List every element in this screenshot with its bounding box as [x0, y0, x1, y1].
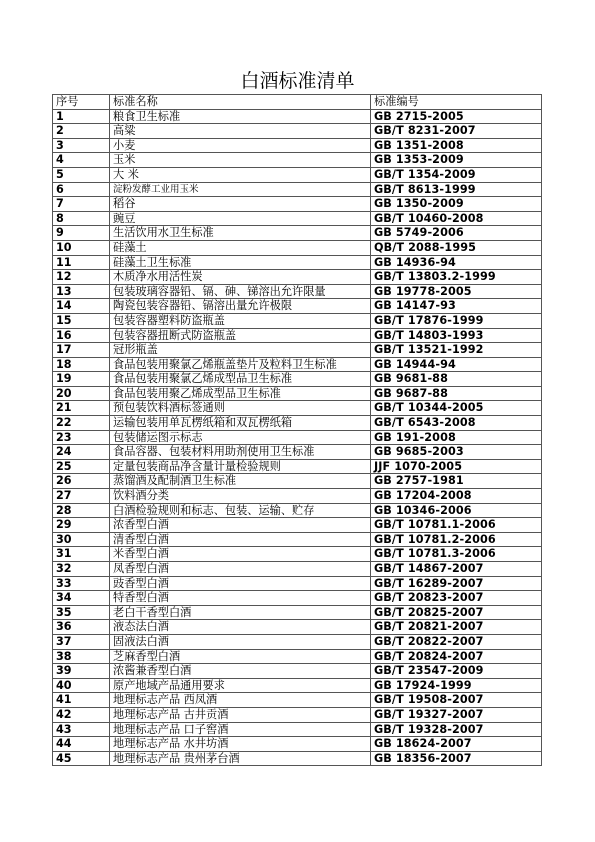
table-row — [53, 649, 542, 664]
row-standard-name: 粮食卫生标准 — [110, 109, 371, 124]
table-row — [53, 416, 542, 431]
row-standard-name: 食品容器、包装材料用助剂使用卫生标准 — [110, 445, 371, 460]
row-standard-code: GB/T 23547-2009 — [371, 664, 542, 679]
row-index: 41 — [53, 693, 110, 708]
table-row — [53, 226, 542, 241]
row-index: 38 — [53, 649, 110, 664]
row-index: 26 — [53, 474, 110, 489]
table-body — [53, 109, 542, 766]
row-standard-code: GB 1353-2009 — [371, 153, 542, 168]
table-row — [53, 299, 542, 314]
row-standard-code: GB 10346-2006 — [371, 503, 542, 518]
table-row — [53, 547, 542, 562]
row-standard-code: GB/T 16289-2007 — [371, 576, 542, 591]
row-standard-code: GB 2757-1981 — [371, 474, 542, 489]
row-index: 22 — [53, 416, 110, 431]
row-standard-code: GB 5749-2006 — [371, 226, 542, 241]
row-standard-name: 凤香型白酒 — [110, 562, 371, 577]
row-standard-code: GB 1350-2009 — [371, 197, 542, 212]
row-standard-name: 玉米 — [110, 153, 371, 168]
row-standard-code: GB/T 8231-2007 — [371, 124, 542, 139]
row-standard-name: 饮料酒分类 — [110, 489, 371, 504]
row-standard-code: JJF 1070-2005 — [371, 459, 542, 474]
table-row — [53, 401, 542, 416]
row-standard-code: GB 9685-2003 — [371, 445, 542, 460]
table-row — [53, 357, 542, 372]
row-standard-name: 运输包装用单瓦楞纸箱和双瓦楞纸箱 — [110, 416, 371, 431]
row-standard-name: 淀粉发酵工业用玉米 — [110, 182, 371, 197]
table-row — [53, 255, 542, 270]
row-index: 31 — [53, 547, 110, 562]
row-index: 43 — [53, 722, 110, 737]
table-row — [53, 328, 542, 343]
table-row — [53, 722, 542, 737]
row-standard-name: 食品包装用聚氯乙烯瓶盖垫片及粒料卫生标准 — [110, 357, 371, 372]
row-standard-name: 固液法白酒 — [110, 634, 371, 649]
row-standard-code: GB 18624-2007 — [371, 737, 542, 752]
table-row — [53, 664, 542, 679]
row-standard-code: GB 14936-94 — [371, 255, 542, 270]
table-row — [53, 474, 542, 489]
table-row — [53, 707, 542, 722]
row-index: 11 — [53, 255, 110, 270]
row-index: 28 — [53, 503, 110, 518]
table-row — [53, 576, 542, 591]
row-index: 40 — [53, 678, 110, 693]
row-standard-code: GB 14147-93 — [371, 299, 542, 314]
row-index: 6 — [53, 182, 110, 197]
document-title: 白酒标准清单 — [240, 70, 355, 92]
row-standard-name: 陶瓷包装容器铅、镉溶出量允许极限 — [110, 299, 371, 314]
table-row — [53, 138, 542, 153]
row-standard-name: 浓酱兼香型白酒 — [110, 664, 371, 679]
row-standard-code: GB/T 10781.2-2006 — [371, 532, 542, 547]
row-standard-name: 特香型白酒 — [110, 591, 371, 606]
table-row — [53, 693, 542, 708]
row-index: 14 — [53, 299, 110, 314]
row-index: 42 — [53, 707, 110, 722]
row-standard-name: 地理标志产品 贵州茅台酒 — [110, 751, 371, 766]
row-standard-code: GB 17924-1999 — [371, 678, 542, 693]
table-row — [53, 503, 542, 518]
row-standard-code: QB/T 2088-1995 — [371, 240, 542, 255]
row-standard-name: 地理标志产品 古井贡酒 — [110, 707, 371, 722]
row-index: 33 — [53, 576, 110, 591]
table-row — [53, 562, 542, 577]
row-standard-code: GB 18356-2007 — [371, 751, 542, 766]
row-index: 9 — [53, 226, 110, 241]
row-index: 29 — [53, 518, 110, 533]
row-standard-code: GB/T 8613-1999 — [371, 182, 542, 197]
table-row — [53, 197, 542, 212]
row-index: 34 — [53, 591, 110, 606]
row-index: 4 — [53, 153, 110, 168]
table-row — [53, 153, 542, 168]
table-row — [53, 678, 542, 693]
row-standard-code: GB 19778-2005 — [371, 284, 542, 299]
row-standard-code: GB/T 17876-1999 — [371, 313, 542, 328]
row-index: 36 — [53, 620, 110, 635]
row-standard-name: 清香型白酒 — [110, 532, 371, 547]
row-index: 18 — [53, 357, 110, 372]
header-standard-name: 标准名称 — [110, 95, 371, 110]
row-standard-code: GB/T 20822-2007 — [371, 634, 542, 649]
table-row — [53, 751, 542, 766]
row-standard-name: 米香型白酒 — [110, 547, 371, 562]
row-index: 10 — [53, 240, 110, 255]
table-row — [53, 634, 542, 649]
row-standard-name: 液态法白酒 — [110, 620, 371, 635]
row-standard-code: GB/T 19328-2007 — [371, 722, 542, 737]
row-standard-name: 包装容器扭断式防盗瓶盖 — [110, 328, 371, 343]
row-standard-code: GB/T 19508-2007 — [371, 693, 542, 708]
row-standard-code: GB/T 6543-2008 — [371, 416, 542, 431]
table-row — [53, 182, 542, 197]
row-standard-name: 预包装饮料酒标签通则 — [110, 401, 371, 416]
row-standard-code: GB 191-2008 — [371, 430, 542, 445]
row-index: 5 — [53, 167, 110, 182]
row-standard-code: GB 9687-88 — [371, 386, 542, 401]
row-standard-name: 地理标志产品 西凤酒 — [110, 693, 371, 708]
row-standard-name: 稻谷 — [110, 197, 371, 212]
table-row — [53, 489, 542, 504]
row-index: 17 — [53, 343, 110, 358]
row-standard-name: 硅藻土 — [110, 240, 371, 255]
row-standard-code: GB/T 10781.3-2006 — [371, 547, 542, 562]
row-standard-code: GB/T 20825-2007 — [371, 605, 542, 620]
table-row — [53, 532, 542, 547]
table-row — [53, 459, 542, 474]
row-standard-name: 生活饮用水卫生标准 — [110, 226, 371, 241]
row-standard-name: 定量包装商品净含量计量检验规则 — [110, 459, 371, 474]
row-standard-name: 小麦 — [110, 138, 371, 153]
row-standard-name: 包装储运图示标志 — [110, 430, 371, 445]
row-standard-name: 包装玻璃容器铅、镉、砷、锑溶出允许限量 — [110, 284, 371, 299]
standards-table — [52, 94, 542, 766]
row-standard-code: GB/T 13803.2-1999 — [371, 270, 542, 285]
table-row — [53, 372, 542, 387]
header-index: 序号 — [53, 95, 110, 110]
row-standard-code: GB/T 13521-1992 — [371, 343, 542, 358]
row-index: 37 — [53, 634, 110, 649]
table-row — [53, 620, 542, 635]
row-index: 25 — [53, 459, 110, 474]
row-standard-code: GB 1351-2008 — [371, 138, 542, 153]
table-row — [53, 167, 542, 182]
row-index: 45 — [53, 751, 110, 766]
row-index: 32 — [53, 562, 110, 577]
header-standard-code: 标准编号 — [371, 95, 542, 110]
row-standard-name: 浓香型白酒 — [110, 518, 371, 533]
row-index: 7 — [53, 197, 110, 212]
row-standard-name: 白酒检验规则和标志、包装、运输、贮存 — [110, 503, 371, 518]
row-standard-name: 食品包装用聚氯乙烯成型品卫生标准 — [110, 372, 371, 387]
row-index: 39 — [53, 664, 110, 679]
row-standard-name: 地理标志产品 口子窖酒 — [110, 722, 371, 737]
row-index: 13 — [53, 284, 110, 299]
row-standard-name: 食品包装用聚乙烯成型品卫生标准 — [110, 386, 371, 401]
row-standard-name: 冠形瓶盖 — [110, 343, 371, 358]
row-index: 27 — [53, 489, 110, 504]
row-standard-code: GB 17204-2008 — [371, 489, 542, 504]
table-row — [53, 124, 542, 139]
row-standard-name: 地理标志产品 水井坊酒 — [110, 737, 371, 752]
table-row — [53, 737, 542, 752]
row-standard-code: GB/T 10781.1-2006 — [371, 518, 542, 533]
row-index: 20 — [53, 386, 110, 401]
row-standard-code: GB/T 20824-2007 — [371, 649, 542, 664]
row-standard-name: 豉香型白酒 — [110, 576, 371, 591]
row-index: 30 — [53, 532, 110, 547]
row-index: 24 — [53, 445, 110, 460]
row-standard-code: GB/T 20821-2007 — [371, 620, 542, 635]
row-index: 35 — [53, 605, 110, 620]
row-standard-code: GB/T 10344-2005 — [371, 401, 542, 416]
row-index: 12 — [53, 270, 110, 285]
row-standard-code: GB/T 14803-1993 — [371, 328, 542, 343]
row-index: 15 — [53, 313, 110, 328]
table-row — [53, 240, 542, 255]
row-standard-code: GB/T 14867-2007 — [371, 562, 542, 577]
table-row — [53, 605, 542, 620]
row-standard-code: GB/T 19327-2007 — [371, 707, 542, 722]
table-row — [53, 591, 542, 606]
table-row — [53, 430, 542, 445]
row-index: 23 — [53, 430, 110, 445]
row-standard-name: 原产地域产品通用要求 — [110, 678, 371, 693]
table-row — [53, 343, 542, 358]
table-header-row — [53, 95, 542, 110]
table-row — [53, 109, 542, 124]
row-standard-name: 芝麻香型白酒 — [110, 649, 371, 664]
row-standard-name: 木质净水用活性炭 — [110, 270, 371, 285]
row-standard-code: GB/T 20823-2007 — [371, 591, 542, 606]
table-row — [53, 313, 542, 328]
table-row — [53, 518, 542, 533]
row-index: 2 — [53, 124, 110, 139]
row-index: 16 — [53, 328, 110, 343]
row-index: 8 — [53, 211, 110, 226]
row-standard-code: GB/T 1354-2009 — [371, 167, 542, 182]
row-index: 44 — [53, 737, 110, 752]
row-standard-name: 老白干香型白酒 — [110, 605, 371, 620]
row-standard-name: 高粱 — [110, 124, 371, 139]
row-standard-code: GB 2715-2005 — [371, 109, 542, 124]
row-index: 3 — [53, 138, 110, 153]
table-row — [53, 211, 542, 226]
table-row — [53, 445, 542, 460]
row-standard-name: 包装容器塑料防盗瓶盖 — [110, 313, 371, 328]
row-standard-code: GB 9681-88 — [371, 372, 542, 387]
row-standard-name: 豌豆 — [110, 211, 371, 226]
row-standard-name: 硅藻土卫生标准 — [110, 255, 371, 270]
row-index: 1 — [53, 109, 110, 124]
row-standard-name: 大 米 — [110, 167, 371, 182]
table-row — [53, 284, 542, 299]
row-index: 19 — [53, 372, 110, 387]
table-row — [53, 270, 542, 285]
row-standard-code: GB/T 10460-2008 — [371, 211, 542, 226]
row-index: 21 — [53, 401, 110, 416]
table-row — [53, 386, 542, 401]
row-standard-name: 蒸馏酒及配制酒卫生标准 — [110, 474, 371, 489]
row-standard-code: GB 14944-94 — [371, 357, 542, 372]
